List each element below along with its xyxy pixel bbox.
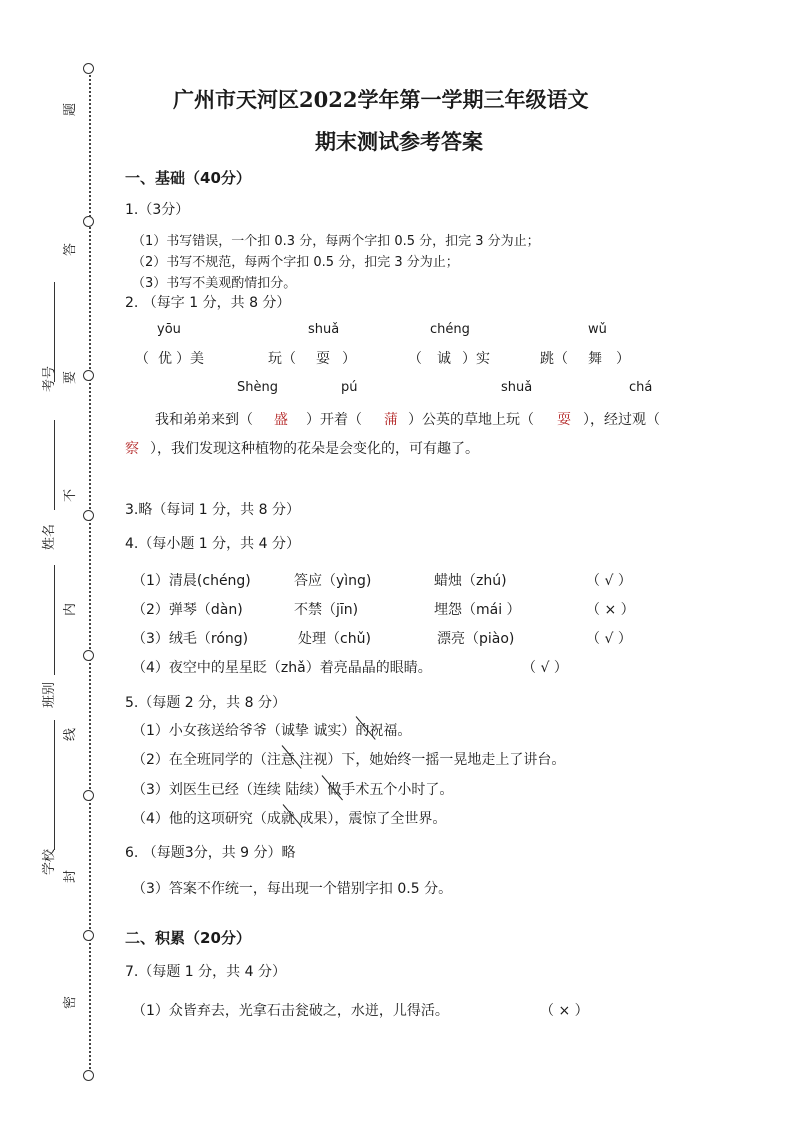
bracket: ） [616,351,630,367]
judgement-mark: （ √ ） [586,631,632,647]
answer-char: 耍 [557,412,571,428]
field-label-class: 班别 [42,681,57,708]
question-head: 6. （每题3分，共 9 分）略 [125,845,296,861]
binding-hole [83,510,94,521]
judgement-mark: （ √ ） [522,660,568,676]
answer-char: 察 [125,441,139,457]
field-underline [54,420,55,510]
word-item: （3）绒毛（róng) [132,631,249,647]
seal-char: 答 [63,242,79,257]
word-item: 处理（chǔ) [298,631,371,647]
answer-char: 蒲 [384,412,398,428]
bracket: ） [342,351,356,367]
judgement-mark: （ × ） [586,602,635,618]
pinyin: shuǎ [501,380,533,395]
choice-line: （1）小女孩送给爷爷（诚挚 诚实）的祝福。 [132,723,412,739]
rule-line: （3）书写不美观酌情扣分。 [132,276,297,291]
question-head: 1.（3分） [125,202,190,218]
word-item: （4）夜空中的星星眨（zhǎ）着亮晶晶的眼睛。 [132,660,432,676]
word-text: 玩（ [268,351,296,367]
answer-char: 优 [158,351,172,367]
binding-hole [83,1070,94,1081]
word-item: 漂亮（piào) [437,631,515,647]
choice-line: （3）刘医生已经（连续 陆续）做手术五个小时了。 [132,782,454,798]
pinyin: wǔ [588,322,607,337]
seal-char: 封 [63,869,79,884]
pinyin: chéng [430,322,470,337]
question-head: 4.（每小题 1 分，共 4 分） [125,536,300,552]
binding-hole [83,370,94,381]
word-text: ）美 [176,351,204,367]
question-head: 3.略（每词 1 分，共 8 分） [125,502,300,518]
answer-char: 诚 [437,351,451,367]
seal-char: 线 [63,727,79,742]
pinyin: chá [629,380,653,395]
question-head: 7.（每题 1 分，共 4 分） [125,964,286,980]
note-line: （3）答案不作统一，每出现一个错别字扣 0.5 分。 [132,881,453,897]
seal-char: 题 [63,102,79,117]
sentence-text: ），我们发现这种植物的花朵是会变化的，可有趣了。 [150,441,479,457]
seal-char: 不 [63,488,79,503]
field-label-name: 姓名 [42,523,57,550]
rule-line: （2）书写不规范，每两个字扣 0.5 分，扣完 3 分为止； [132,255,459,270]
word-item: （1）清晨(chéng) [132,573,251,589]
answer-char: 舞 [588,351,602,367]
sentence-text: ），经过观（ [583,412,660,428]
sentence-text: 我和弟弟来到（ [155,412,253,428]
seal-char: 要 [63,370,79,385]
answer-char: 盛 [274,412,288,428]
word-item: 蜡烛（zhú) [434,573,507,589]
rule-line: （1）书写错误，一个扣 0.3 分，每两个字扣 0.5 分，扣完 3 分为止； [132,234,540,249]
word-text: ）实 [462,351,490,367]
page-title-line2: 期末测试参考答案 [315,129,483,154]
judgement-mark: （ × ） [540,1003,589,1019]
seal-char: 密 [63,995,79,1010]
sentence-text: ）公英的草地上玩（ [408,412,534,428]
binding-hole [83,930,94,941]
word-item: （2）弹琴（dàn) [132,602,243,618]
word-text: 跳（ [540,351,568,367]
choice-line: （2）在全班同学的（注意 注视）下，她始终一摇一晃地走上了讲台。 [132,752,566,768]
choice-line: （4）他的这项研究（成就 成果），震惊了全世界。 [132,811,447,827]
answer-char: 耍 [316,351,330,367]
field-underline [54,720,55,850]
section-heading: 一、基础（40分） [125,169,251,187]
section-heading: 二、积累（20分） [125,929,251,947]
bracket: （ [408,351,422,367]
question-head: 5.（每题 2 分，共 8 分） [125,695,286,711]
pinyin: pú [341,380,358,395]
field-underline [54,565,55,675]
field-label-exam-number: 考号 [42,365,57,392]
word-item: 不禁（jīn) [294,602,359,618]
word-item: 答应（yìng) [294,573,372,589]
binding-hole [83,216,94,227]
page-title-line1: 广州市天河区2022学年第一学期三年级语文 [173,87,589,112]
word-item: 埋怨（mái ） [434,602,521,618]
pinyin: yōu [157,322,181,337]
binding-hole [83,63,94,74]
pinyin: Shèng [237,380,278,395]
judgement-mark: （ √ ） [586,573,632,589]
sentence-text: ）开着（ [306,412,362,428]
pinyin: shuǎ [308,322,340,337]
binding-hole [83,650,94,661]
bracket: （ [135,351,149,367]
binding-hole [83,790,94,801]
question-head: 2. （每字 1 分，共 8 分） [125,295,291,311]
seal-char: 内 [63,602,79,617]
judgement-item: （1）众皆弃去，光拿石击瓮破之，水迸，儿得活。 [132,1003,449,1019]
field-label-school: 学校 [42,848,57,875]
